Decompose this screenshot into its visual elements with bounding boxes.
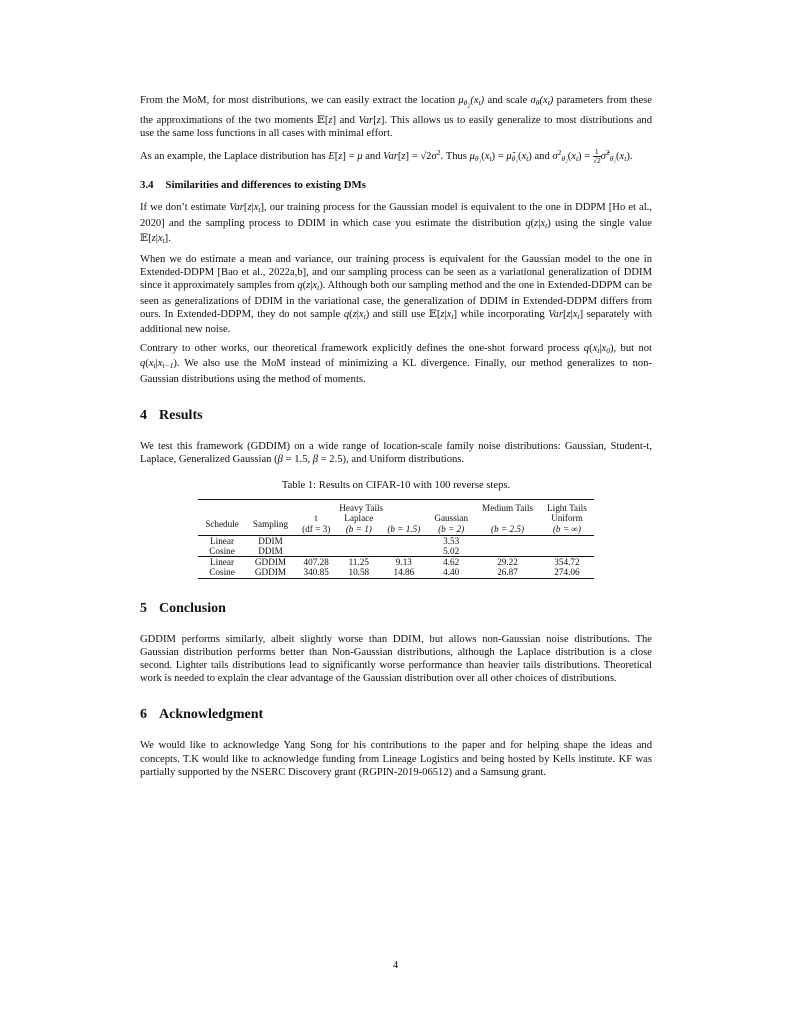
col-subheader-gg25: (b = 2.5) (475, 524, 540, 536)
intro-paragraph-2: As an example, the Laplace distribution has E[z] = μ and $Var[z] = √2\sigma^2$. Thus $\mu_{\theta_1}(x_t)$ = $\mũ_{\theta_1}(x_t)$ and $\sigma^2_{\theta_2}(x_t)$ = $\frac{1}{√2}$ $\sigmã^2_{\theta_1}(x_t)$. (140, 147, 633, 166)
col-subheader-laplace: (b = 1) (337, 524, 380, 536)
col-header-laplace: Laplace (344, 513, 374, 524)
col-header-schedule: Schedule (198, 519, 246, 531)
results-table (198, 499, 594, 578)
table-row: Cosine GDDIM 340.85 10.58 14.86 4.40 26.87 274.06 (198, 567, 594, 578)
group-header-heavy-tails: Heavy Tails (295, 500, 427, 514)
intro-paragraph-1: From the MoM, for most distributions, we can easily extract the location $\mu_{\theta_2}(x_t)$ and scale $\sigma_\theta(x_t)$ parameters from these the approximations of the two moments 𝔼[z] and Var[z]. This allows us to easily generalize to most distributions and use the same loss functions in all cases with minimal effort. (140, 95, 653, 139)
col-subheader-t: (df = 3) (295, 524, 337, 536)
section-5-heading: 5 Conclusion (140, 600, 226, 616)
section-3-4-paragraph-2: When we do estimate a mean and variance, our training process is equivalent for the Gaussian model to the one in Extended-DDPM [Bao et al., 2022a,b], and our sampling process can be seen as a variational generalization of DDIM since it approximately samples from $q(z|x_t)$. Although both our sampling method and the one in Extended-DDPM can be seen as generalizations of DDIM in the variational case, the generalization of DDIM in Extended-DDPM differs from ours. In Extended-DDPM, they do not sample $q(z|x_t)$ and still use $𝔼[z|x_t]$ while incorporating $Var[z|x_t]$ separately with additional new noise. (140, 253, 652, 335)
table-row: Linear GDDIM 407.28 11.25 9.13 4.62 29.22 354.72 (198, 557, 594, 568)
group-header-medium-tails: Medium Tails (475, 500, 540, 514)
section-3-4-paragraph-3: Contrary to other works, our theoretical framework explicitly defines the one-shot forward process $q(x_t|x_0)$, but not $q(x_t|x_{t-1})$. We also use the MoM instead of minimizing a KL divergence. Finally, our method generalizes to non-Gaussian distributions using the method of moments. (140, 343, 652, 385)
col-subheader-gaussian: (b = 2) (427, 524, 475, 536)
section-6-paragraph-1: We would like to acknowledge Yang Song for his contributions to the paper and for helping shape the ideas and concepts. T.K would like to acknowledge funding from Lineage Logistics and being hosted by Kells institute. KF was partially supported by the NSERC Discovery grant (RGPIN-2019-06512) and a Samsung grant. (140, 740, 652, 778)
section-3-4-paragraph-1: If we don’t estimate $Var[z|x_t]$, our training process for the Gaussian model is equivalent to the one in DDPM [Ho et al., 2020] and the sampling process to DDIM in which case you estimate the distribution $q(z|x_t)$ using the single value $𝔼[z|x_t]$. (140, 202, 652, 245)
section-4-paragraph-1: We test this framework (GDDIM) on a wide range of location-scale family noise distributions: Gaussian, Student-t, Laplace, Generalized Gaussian (β = 1.5, β = 2.5), and Uniform distributions. (140, 440, 652, 465)
col-subheader-uniform: (b = ∞) (540, 524, 594, 536)
section-4-heading: 4 Results (140, 407, 203, 423)
section-6-heading: 6 Acknowledgment (140, 707, 264, 723)
table-row: Linear DDIM 3.53 (210, 535, 460, 546)
page-number: 4 (392, 960, 399, 971)
section-3-4-heading: 3.4 Similarities and differences to existing DMs (140, 179, 366, 192)
col-header-t: t (314, 513, 318, 524)
table-caption: Table 1: Results on CIFAR-10 with 100 reverse steps. (281, 480, 511, 492)
page-body (140, 94, 652, 785)
col-subheader-gg15: (b = 1.5) (380, 524, 427, 536)
col-header-uniform: Uniform (551, 513, 583, 524)
section-5-paragraph-1: GDDIM performs similarly, albeit slightly worse than DDIM, but allows non-Gaussian noise distributions. The Gaussian distribution performs better than Non-Gaussian distributions, although the Laplace distribution is a close second. Lighter tails distributions lead to significantly worse performance than heavier tails distributions. Theoretical work is needed to explain the clear advantage of the Gaussian distribution over all other choices of distributions. (140, 633, 652, 685)
col-header-sampling: Sampling (246, 519, 295, 531)
col-header-gaussian: Gaussian (434, 513, 469, 524)
group-header-light-tails: Light Tails (540, 500, 594, 514)
table-row: Cosine DDIM 5.02 (209, 545, 460, 556)
